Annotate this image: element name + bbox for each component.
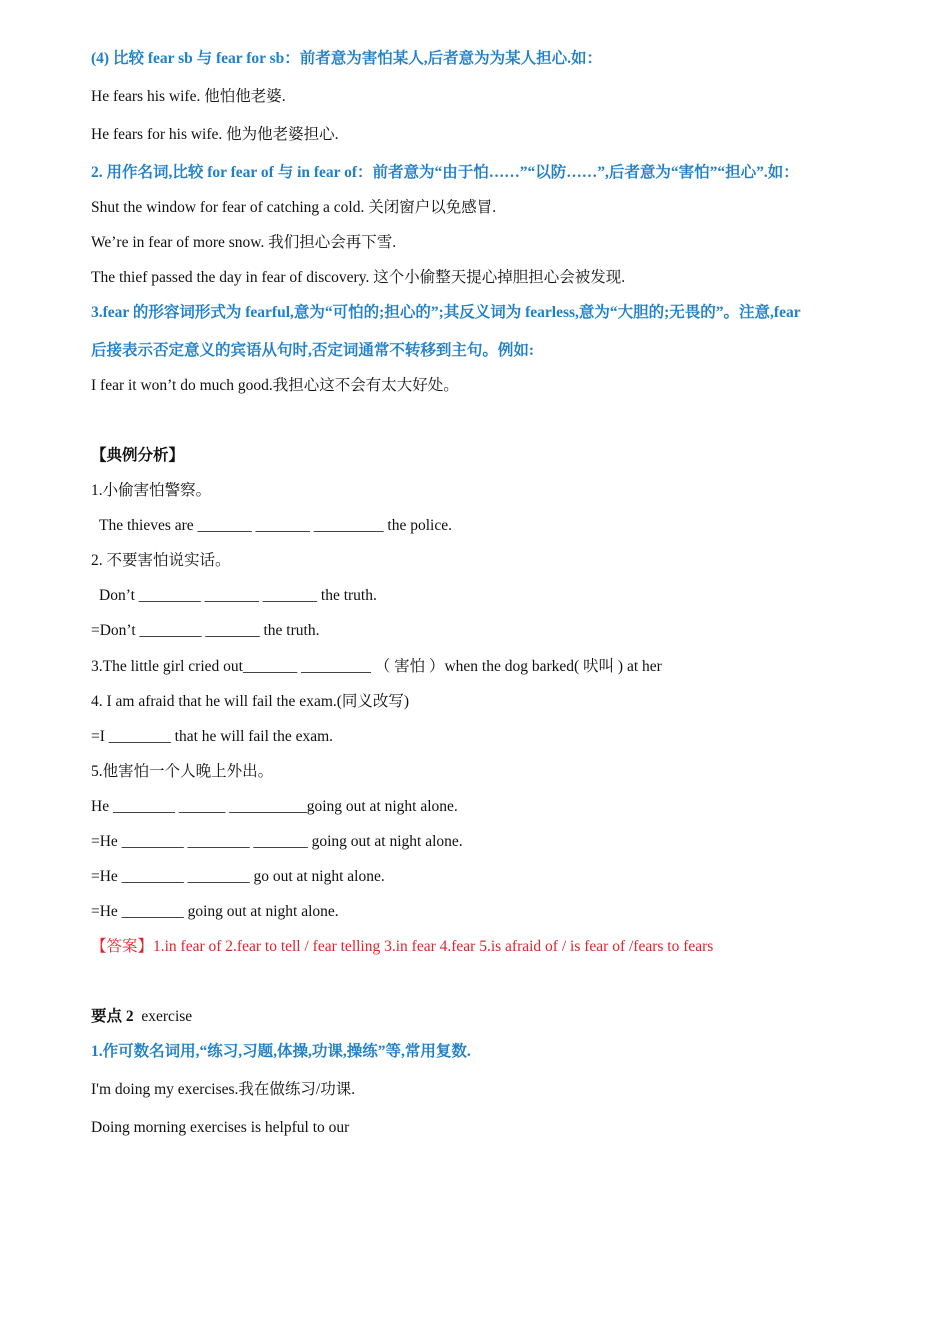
example-sentence: The thief passed the day in fear of discovery. 这个小偷整天提心掉胆担心会被发现.: [91, 269, 626, 286]
exercise-prompt: 2. 不要害怕说实话。: [91, 552, 231, 569]
key-point-heading: [91, 1007, 192, 1027]
example-sentence: He fears his wife. 他怕他老婆.: [91, 88, 286, 105]
example-sentence: Doing morning exercises is helpful to our: [91, 1119, 350, 1136]
exercise-blank-line: =Don’t ________ _______ the truth.: [91, 622, 320, 639]
heading-exercise-countable: 1.作可数名词用,“练习,习题,体操,功课,操练”等,常用复数.: [91, 1043, 471, 1060]
heading-noun-usage: 2. 用作名词,比较 for fear of 与 in fear of：前者意为“由于怕……”“以防……”,后者意为“害怕”“担心”.如：: [91, 164, 799, 181]
example-sentence: We’re in fear of more snow. 我们担心会再下雪.: [91, 234, 397, 251]
exercise-prompt: 4. I am afraid that he will fail the exam.(同义改写): [91, 693, 410, 710]
exercise-blank-line: =He ________ going out at night alone.: [91, 903, 339, 920]
exercise-blank-line: The thieves are _______ _______ _________ the police.: [99, 517, 452, 534]
heading-adjective-form: 3.fear 的形容词形式为 fearful,意为“可怕的;担心的”;其反义词为 fearless,意为“大胆的;无畏的”。注意,fear: [91, 304, 801, 321]
key-point-word: exercise: [141, 1008, 193, 1025]
example-sentence: I'm doing my exercises.我在做练习/功课.: [91, 1081, 356, 1098]
exercise-blank-line: =He ________ ________ _______ going out at night alone.: [91, 833, 463, 850]
exercise-blank-line: =He ________ ________ go out at night alone.: [91, 868, 385, 885]
section-title-example-analysis: 【典例分析】: [91, 447, 185, 464]
example-sentence: He fears for his wife. 他为他老婆担心.: [91, 126, 339, 143]
exercise-prompt: 5.他害怕一个人晚上外出。: [91, 763, 274, 780]
key-point-label: 要点 2: [91, 1008, 134, 1025]
heading-adjective-form-continued: 后接表示否定意义的宾语从句时,否定词通常不转移到主句。例如:: [91, 342, 535, 359]
exercise-blank-line: Don’t ________ _______ _______ the truth.: [99, 587, 377, 604]
heading-fear-sb-vs-fear-for-sb: (4) 比较 fear sb 与 fear for sb：前者意为害怕某人,后者意为为某人担心.如：: [91, 50, 603, 67]
exercise-prompt: 1.小偷害怕警察。: [91, 482, 212, 499]
exercise-blank-line: =I ________ that he will fail the exam.: [91, 728, 334, 745]
exercise-blank-line: He ________ ______ __________going out at night alone.: [91, 798, 458, 815]
example-sentence: I fear it won’t do much good.我担心这不会有太大好处。: [91, 377, 459, 394]
answer-key: 【答案】1.in fear of 2.fear to tell / fear telling 3.in fear 4.fear 5.is afraid of / is fear of /fears to fears: [91, 938, 714, 955]
exercise-prompt: 3.The little girl cried out_______ _________ （ 害怕 ）when the dog barked( 吠叫 ) at her: [91, 658, 662, 675]
example-sentence: Shut the window for fear of catching a cold. 关闭窗户以免感冒.: [91, 199, 497, 216]
